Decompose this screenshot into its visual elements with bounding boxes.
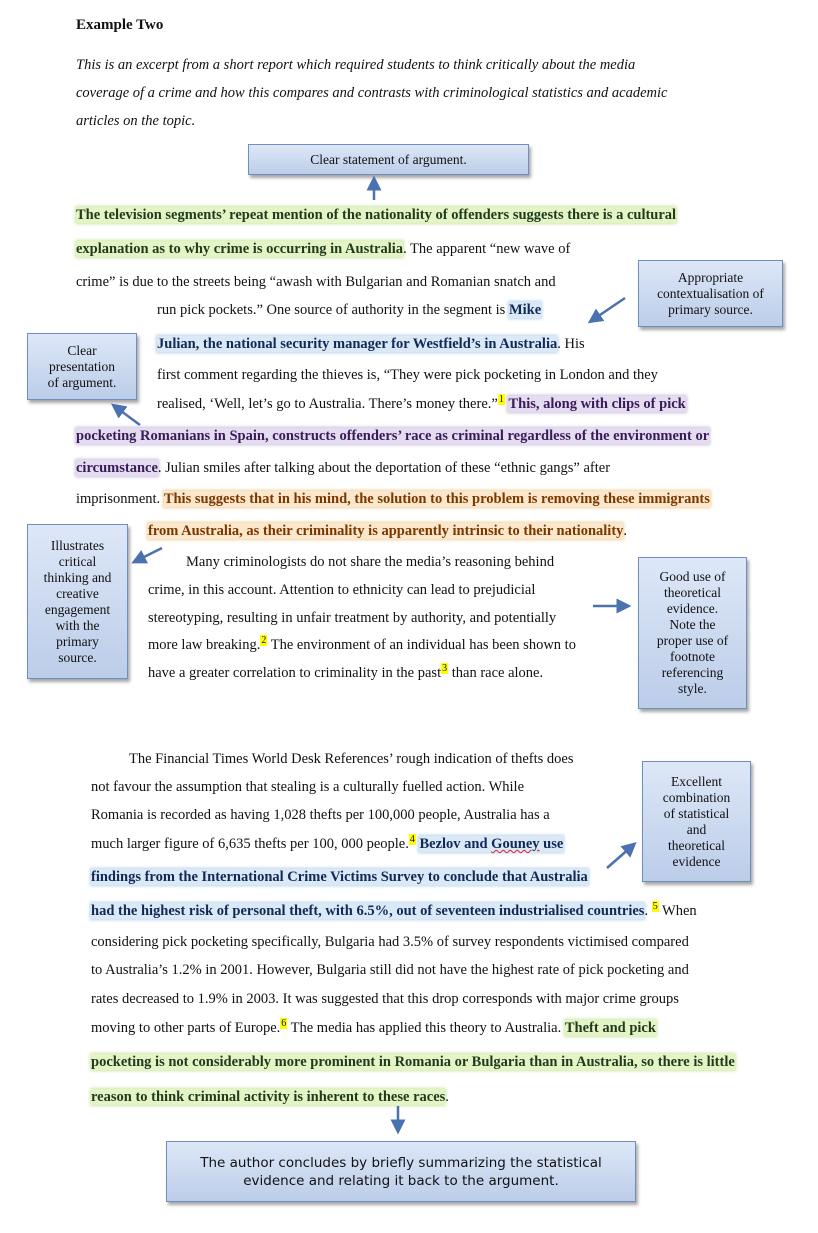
body-line — [91, 868, 588, 886]
body-line: more law breaking.$^2$ The environment of an individual has been shown to — [148, 635, 576, 653]
highlight-conclusion: reason to think criminal activity is inherent to these races — [91, 1089, 446, 1105]
body-line — [76, 206, 676, 224]
arrow-to-source — [594, 298, 625, 319]
body-line: Julian, the national security manager for Westfield’s in Australia. His — [157, 336, 585, 352]
highlight-source: Mike — [508, 302, 542, 318]
arrow-to-stats — [607, 847, 631, 868]
intro-line: coverage of a crime and how this compares and contrasts with criminological statistics and academic — [76, 85, 668, 101]
body-line: rates decreased to 1.9% in 2003. It was suggested that this drop corresponds with major crime groups — [91, 991, 679, 1007]
arrow-to-critical — [138, 548, 162, 560]
callout-critical-thinking: Illustrates critical thinking and creative engagement with the primary source. — [27, 524, 128, 679]
body-line — [76, 427, 709, 445]
intro-line: This is an excerpt from a short report which required students to think critically about the media — [76, 57, 636, 73]
body-line: crime” is due to the streets being “awash with Bulgarian and Romanian snatch and — [76, 274, 556, 290]
footnote-marker: 3 — [442, 663, 448, 675]
intro-line: articles on the topic. — [76, 113, 196, 129]
body-line: much larger figure of 6,635 thefts per 100, 000 people.$^4$ Bezlov and Gouney use — [91, 834, 564, 852]
highlight-presentation: circumstance — [76, 460, 158, 476]
footnote-marker: 5 — [652, 901, 658, 913]
body-line: had the highest risk of personal theft, with 6.5%, out of seventeen industrialised countries. $^5$ When — [91, 901, 697, 919]
highlight-critical: This suggests that in his mind, the solution to this problem is removing these immigrants — [163, 491, 710, 507]
highlight-conclusion: pocketing is not considerably more prominent in Romania or Bulgaria than in Australia, so there is little — [91, 1054, 735, 1070]
page-title: Example Two — [76, 17, 164, 33]
highlight-presentation: pocketing Romanians in Spain, constructs offenders’ race as criminal regardless of the environment or — [76, 428, 710, 444]
callout-argument: Clear statement of argument. — [248, 144, 529, 175]
body-line: explanation as to why crime is occurring in Australia. The apparent “new wave of — [76, 241, 571, 257]
highlight-critical: from Australia, as their criminality is apparently intrinsic to their nationality — [148, 523, 624, 539]
footnote-marker: 1 — [498, 394, 504, 406]
highlight-argument: explanation as to why crime is occurring in Australia — [76, 241, 404, 257]
highlight-source: Julian, the national security manager for Westfield’s in Australia — [157, 336, 558, 352]
footnote-marker: 2 — [261, 635, 267, 647]
arrow-to-presentation — [117, 408, 140, 425]
body-line: have a greater correlation to criminality in the past$^3$ than race alone. — [148, 663, 544, 681]
body-line: Romania is recorded as having 1,028 thefts per 100,000 people, Australia has a — [91, 807, 550, 823]
callout-statistical-evidence: Excellent combination of statistical and theoretical evidence — [642, 761, 751, 882]
body-line: to Australia’s 1.2% in 2001. However, Bulgaria still did not have the highest rate of pick pocketing and — [91, 962, 689, 978]
footnote-marker: 6 — [281, 1018, 287, 1030]
highlight-stats: had the highest risk of personal theft, with 6.5%, out of seventeen industrialised countries — [91, 903, 645, 919]
highlight-presentation: This, along with clips of pick — [508, 396, 686, 412]
callout-presentation: Clear presentation of argument. — [27, 333, 137, 400]
body-line: stereotyping, resulting in unfair treatment by authority, and potentially — [148, 610, 557, 626]
highlight-stats: Bezlov and Gouney use — [419, 836, 564, 852]
highlight-argument: The television segments’ repeat mention of the nationality of offenders suggests there is a cultural — [76, 207, 677, 223]
highlight-stats: findings from the International Crime Victims Survey to conclude that Australia — [91, 869, 588, 885]
body-line — [91, 1053, 735, 1071]
body-line: circumstance. Julian smiles after talking about the deportation of these “ethnic gangs” after — [76, 460, 611, 476]
callout-contextualisation: Appropriate contextualisation of primary source. — [638, 260, 783, 327]
body-line: from Australia, as their criminality is apparently intrinsic to their nationality. — [148, 523, 628, 539]
body-line: Many criminologists do not share the media’s reasoning behind — [186, 554, 555, 570]
body-line: moving to other parts of Europe.$^6$ The media has applied this theory to Australia. Theft and pick — [91, 1018, 656, 1036]
body-line: not favour the assumption that stealing is a culturally fuelled action. While — [91, 779, 525, 795]
body-line: reason to think criminal activity is inherent to these races. — [91, 1089, 449, 1105]
callout-conclusion: The author concludes by briefly summarizing the statistical evidence and relating it back to the argument. — [166, 1141, 636, 1202]
highlight-conclusion: Theft and pick — [564, 1020, 656, 1036]
body-line: considering pick pocketing specifically, Bulgaria had 3.5% of survey respondents victimised compared — [91, 934, 689, 950]
body-line: crime, in this account. Attention to ethnicity can lead to prejudicial — [148, 582, 536, 598]
callout-theoretical-evidence: Good use of theoretical evidence. Note the proper use of footnote referencing style. — [638, 557, 747, 709]
body-line: run pick pockets.” One source of authority in the segment is Mike — [157, 302, 542, 318]
body-line: first comment regarding the thieves is, “They were pick pocketing in London and they — [157, 367, 658, 383]
body-line: The Financial Times World Desk References’ rough indication of thefts does — [129, 751, 574, 767]
footnote-marker: 4 — [409, 834, 415, 846]
body-line: imprisonment. This suggests that in his mind, the solution to this problem is removing these immigrants — [76, 491, 710, 507]
body-line: realised, ‘Well, let’s go to Australia. There’s money there.”$^1$ This, along with clips of pick — [157, 394, 686, 412]
